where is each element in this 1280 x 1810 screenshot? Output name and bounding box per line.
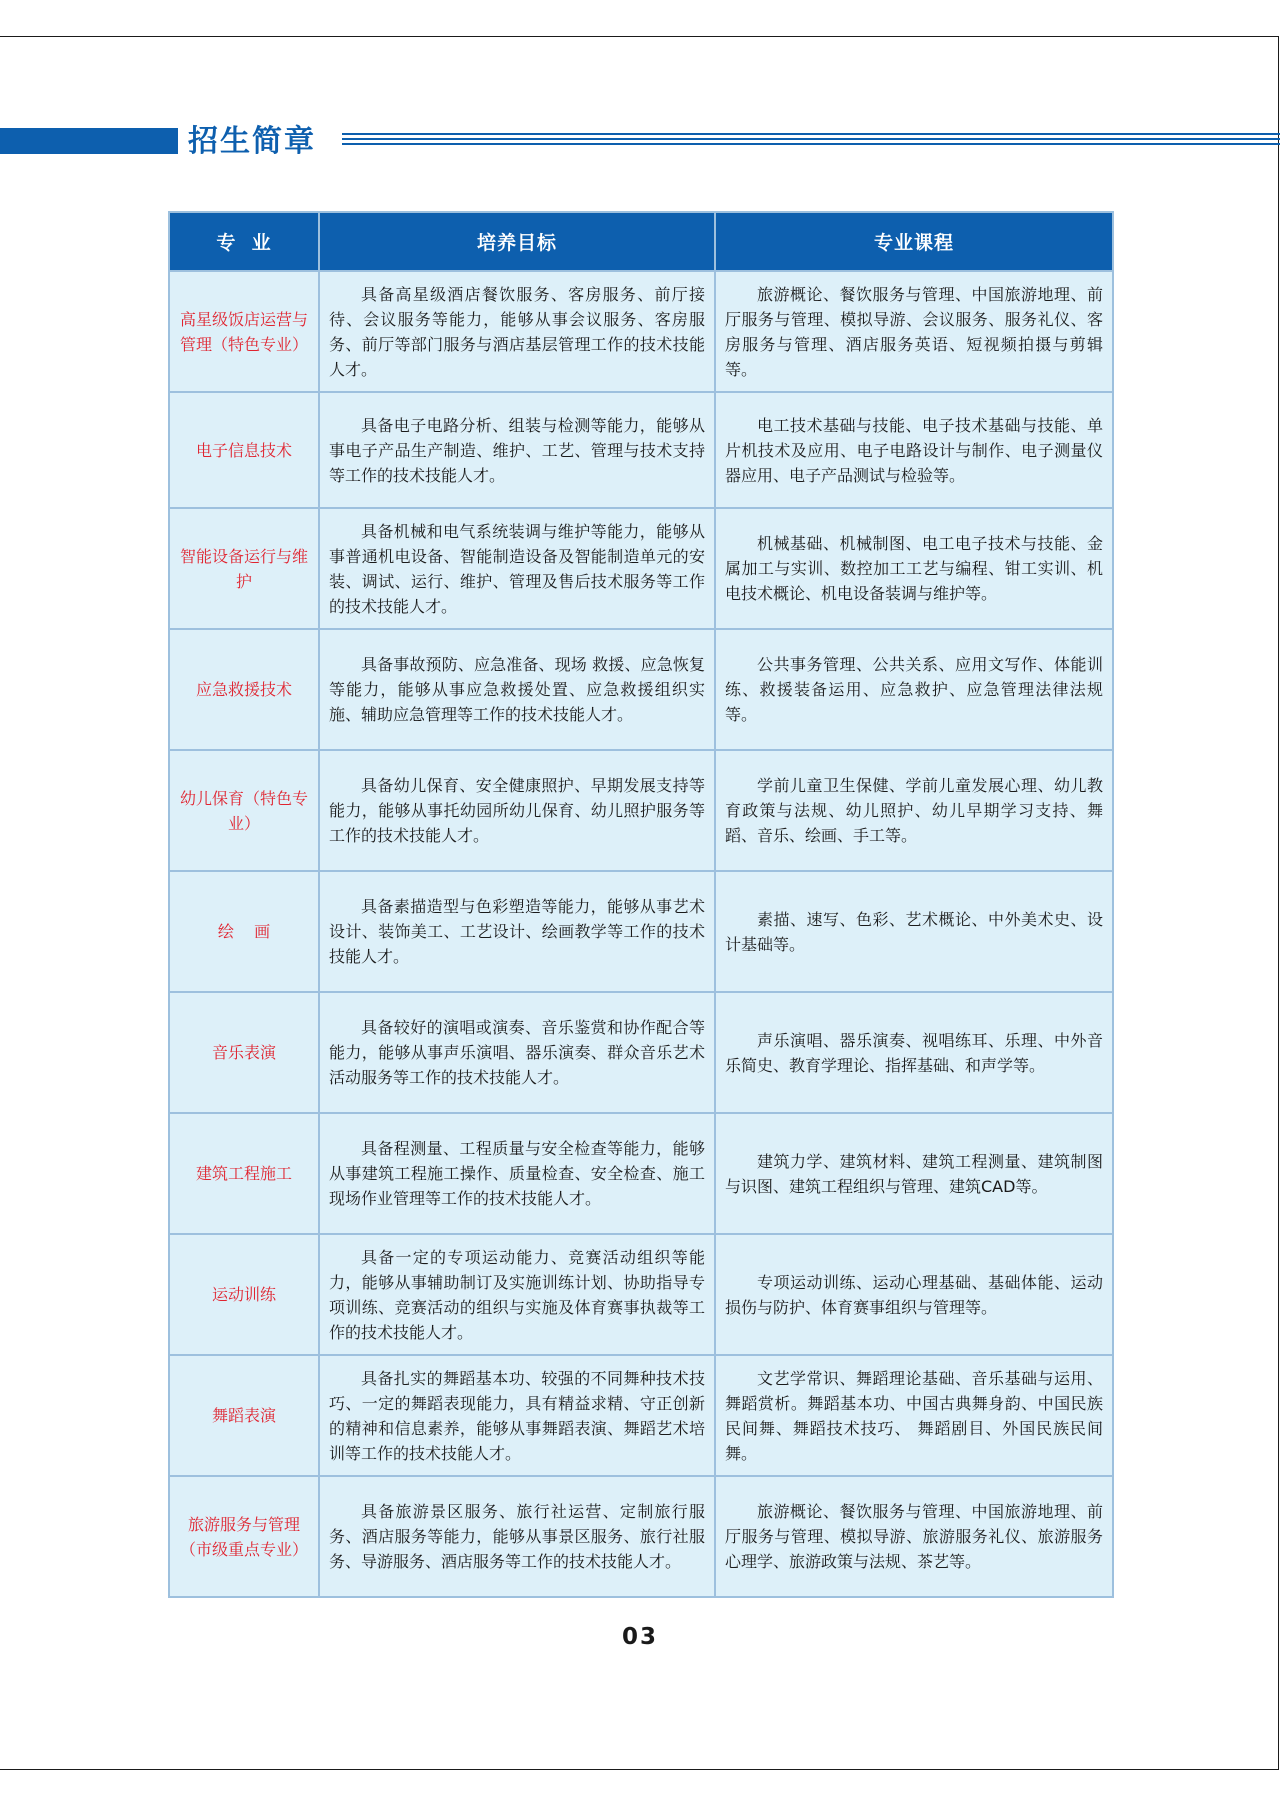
table-row — [169, 1355, 1113, 1476]
major-courses: 声乐演唱、器乐演奏、视唱练耳、乐理、中外音乐简史、教育学理论、指挥基础、和声学等。 — [715, 992, 1113, 1113]
table-row — [169, 1234, 1113, 1355]
major-name: 电子信息技术 — [169, 392, 319, 508]
major-courses: 素描、速写、色彩、艺术概论、中外美术史、设计基础等。 — [715, 871, 1113, 992]
table-row — [169, 392, 1113, 508]
column-header-major: 专 业 — [169, 212, 319, 271]
major-name: 智能设备运行与维护 — [169, 508, 319, 629]
table-row — [169, 508, 1113, 629]
majors-table — [168, 211, 1114, 1598]
training-goal: 具备事故预防、应急准备、现场 救援、应急恢复等能力，能够从事应急救援处置、应急救援组织实施、辅助应急管理等工作的技术技能人才。 — [319, 629, 715, 750]
major-name: 绘 画 — [169, 871, 319, 992]
page-number: 03 — [621, 1624, 658, 1650]
major-courses: 旅游概论、餐饮服务与管理、中国旅游地理、前厅服务与管理、模拟导游、旅游服务礼仪、旅游服务心理学、旅游政策与法规、茶艺等。 — [715, 1476, 1113, 1597]
training-goal: 具备一定的专项运动能力、竞赛活动组织等能力，能够从事辅助制订及实施训练计划、协助指导专项训练、竞赛活动的组织与实施及体育赛事执裁等工作的技术技能人才。 — [319, 1234, 715, 1355]
page-title: 招生简章 — [188, 124, 316, 159]
major-name: 音乐表演 — [169, 992, 319, 1113]
major-name: 建筑工程施工 — [169, 1113, 319, 1234]
major-courses: 专项运动训练、运动心理基础、基础体能、运动损伤与防护、体育赛事组织与管理等。 — [715, 1234, 1113, 1355]
major-name: 旅游服务与管理（市级重点专业） — [169, 1476, 319, 1597]
major-courses: 电工技术基础与技能、电子技术基础与技能、单片机技术及应用、电子电路设计与制作、电子测量仪器应用、电子产品测试与检验等。 — [715, 392, 1113, 508]
training-goal: 具备电子电路分析、组装与检测等能力，能够从事电子产品生产制造、维护、工艺、管理与技术支持等工作的技术技能人才。 — [319, 392, 715, 508]
training-goal: 具备程测量、工程质量与安全检查等能力，能够从事建筑工程施工操作、质量检查、安全检查、施工现场作业管理等工作的技术技能人才。 — [319, 1113, 715, 1234]
header-accent-bar — [0, 128, 178, 154]
major-courses: 学前儿童卫生保健、学前儿童发展心理、幼儿教育政策与法规、幼儿照护、幼儿早期学习支持、舞蹈、音乐、绘画、手工等。 — [715, 750, 1113, 871]
major-name: 幼儿保育（特色专业） — [169, 750, 319, 871]
training-goal: 具备幼儿保育、安全健康照护、早期发展支持等能力，能够从事托幼园所幼儿保育、幼儿照护服务等工作的技术技能人才。 — [319, 750, 715, 871]
training-goal: 具备较好的演唱或演奏、音乐鉴赏和协作配合等能力，能够从事声乐演唱、器乐演奏、群众音乐艺术活动服务等工作的技术技能人才。 — [319, 992, 715, 1113]
training-goal: 具备机械和电气系统装调与维护等能力，能够从事普通机电设备、智能制造设备及智能制造单元的安装、调试、运行、维护、管理及售后技术服务等工作的技术技能人才。 — [319, 508, 715, 629]
major-name: 运动训练 — [169, 1234, 319, 1355]
training-goal: 具备高星级酒店餐饮服务、客房服务、前厅接待、会议服务等能力，能够从事会议服务、客房服务、前厅等部门服务与酒店基层管理工作的技术技能人才。 — [319, 271, 715, 392]
major-courses: 文艺学常识、舞蹈理论基础、音乐基础与运用、舞蹈赏析。舞蹈基本功、中国古典舞身韵、中国民族民间舞、舞蹈技术技巧、 舞蹈剧目、外国民族民间舞。 — [715, 1355, 1113, 1476]
header-rule-lines — [342, 133, 1280, 151]
column-header-courses: 专业课程 — [715, 212, 1113, 271]
table-row — [169, 271, 1113, 392]
training-goal: 具备旅游景区服务、旅行社运营、定制旅行服务、酒店服务等能力，能够从事景区服务、旅行社服务、导游服务、酒店服务等工作的技术技能人才。 — [319, 1476, 715, 1597]
training-goal: 具备扎实的舞蹈基本功、较强的不同舞种技术技巧、一定的舞蹈表现能力，具有精益求精、守正创新的精神和信息素养，能够从事舞蹈表演、舞蹈艺术培训等工作的技术技能人才。 — [319, 1355, 715, 1476]
major-courses: 建筑力学、建筑材料、建筑工程测量、建筑制图与识图、建筑工程组织与管理、建筑CAD等。 — [715, 1113, 1113, 1234]
major-name: 舞蹈表演 — [169, 1355, 319, 1476]
training-goal: 具备素描造型与色彩塑造等能力，能够从事艺术设计、装饰美工、工艺设计、绘画教学等工作的技术技能人才。 — [319, 871, 715, 992]
table-row — [169, 992, 1113, 1113]
major-courses: 公共事务管理、公共关系、应用文写作、体能训练、救援装备运用、应急救护、应急管理法律法规等。 — [715, 629, 1113, 750]
major-courses: 机械基础、机械制图、电工电子技术与技能、金属加工与实训、数控加工工艺与编程、钳工实训、机电技术概论、机电设备装调与维护等。 — [715, 508, 1113, 629]
table-row — [169, 629, 1113, 750]
table-row — [169, 1113, 1113, 1234]
major-name: 应急救援技术 — [169, 629, 319, 750]
column-header-goal: 培养目标 — [319, 212, 715, 271]
table-header-row — [169, 212, 1113, 271]
table-row — [169, 750, 1113, 871]
major-name: 高星级饭店运营与管理（特色专业） — [169, 271, 319, 392]
table-row — [169, 1476, 1113, 1597]
table-row — [169, 871, 1113, 992]
major-courses: 旅游概论、餐饮服务与管理、中国旅游地理、前厅服务与管理、模拟导游、会议服务、服务礼仪、客房服务与管理、酒店服务英语、短视频拍摄与剪辑等。 — [715, 271, 1113, 392]
